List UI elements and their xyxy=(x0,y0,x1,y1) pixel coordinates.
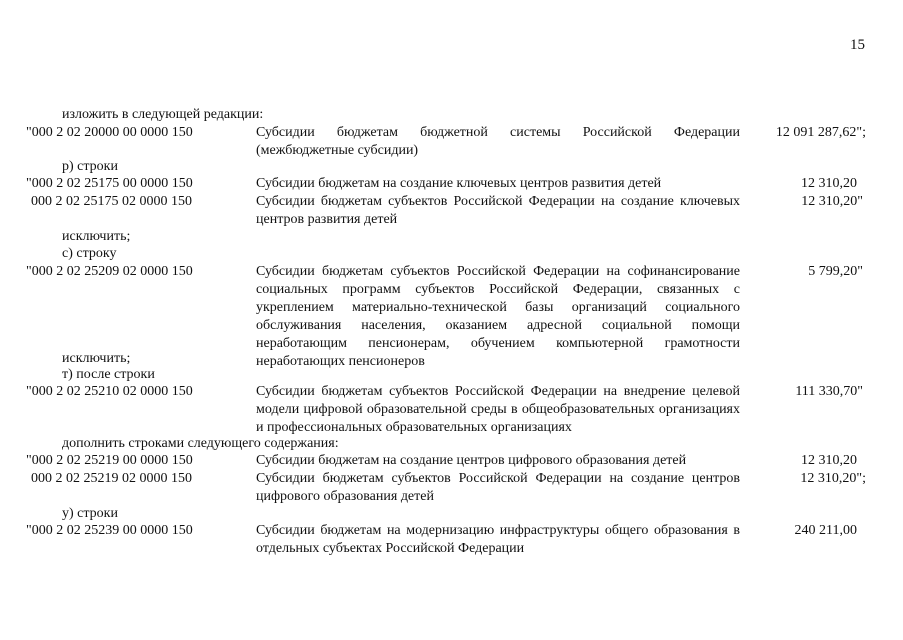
instruction-line: дополнить строками следующего содержания: xyxy=(62,436,339,451)
budget-description: Субсидии бюджетам на модернизацию инфраструктуры общего образования в отдельных субъектах Российской Федерации xyxy=(256,523,740,556)
budget-amount: 12 310,20" xyxy=(801,194,863,209)
budget-description: Субсидии бюджетам бюджетной системы Российской Федерации (межбюджетные субсидии) xyxy=(256,125,740,158)
budget-code: "000 2 02 25209 02 0000 150 xyxy=(26,264,193,279)
instruction-line: изложить в следующей редакции: xyxy=(62,107,264,122)
budget-amount: 12 310,20 xyxy=(801,453,857,468)
budget-code: "000 2 02 25239 00 0000 150 xyxy=(26,523,193,538)
budget-code: 000 2 02 25219 02 0000 150 xyxy=(31,471,192,486)
budget-code: 000 2 02 25175 02 0000 150 xyxy=(31,194,192,209)
budget-code: "000 2 02 20000 00 0000 150 xyxy=(26,125,193,140)
budget-description: Субсидии бюджетам на создание ключевых центров развития детей xyxy=(256,176,662,191)
instruction-line: у) строки xyxy=(62,506,118,521)
budget-amount: 240 211,00 xyxy=(794,523,857,538)
budget-code: "000 2 02 25219 00 0000 150 xyxy=(26,453,193,468)
budget-amount: 111 330,70" xyxy=(795,384,863,399)
budget-description: Субсидии бюджетам субъектов Российской Федерации на создание ключевых центров развития детей xyxy=(256,194,740,227)
budget-amount: 5 799,20" xyxy=(808,264,863,279)
budget-amount: 12 310,20 xyxy=(801,176,857,191)
budget-description: Субсидии бюджетам на создание центров цифрового образования детей xyxy=(256,453,687,468)
instruction-line: исключить; xyxy=(62,229,131,244)
budget-code: "000 2 02 25175 00 0000 150 xyxy=(26,176,193,191)
budget-code: "000 2 02 25210 02 0000 150 xyxy=(26,384,193,399)
instruction-line: т) после строки xyxy=(62,367,155,382)
budget-amount: 12 310,20"; xyxy=(800,471,866,486)
instruction-line: исключить; xyxy=(62,351,131,366)
instruction-line: р) строки xyxy=(62,159,118,174)
budget-amount: 12 091 287,62"; xyxy=(775,125,866,140)
page-number: 15 xyxy=(850,37,865,53)
budget-description: Субсидии бюджетам субъектов Российской Федерации на софинансирование социальных программ субъектов Российской Федерации, связанных с укреплением материально-технической базы организаций социального обслуживания населения, оказанием адресной социальной помощи неработающим пенсионерам, обучением компьютерной грамотности неработающих пенсионеров xyxy=(256,264,740,369)
budget-description: Субсидии бюджетам субъектов Российской Федерации на внедрение целевой модели цифровой образовательной среды в общеобразовательных организациях и профессиональных образовательных организациях xyxy=(256,384,740,435)
instruction-line: с) строку xyxy=(62,246,117,261)
budget-description: Субсидии бюджетам субъектов Российской Федерации на создание центров цифрового образования детей xyxy=(256,471,740,504)
